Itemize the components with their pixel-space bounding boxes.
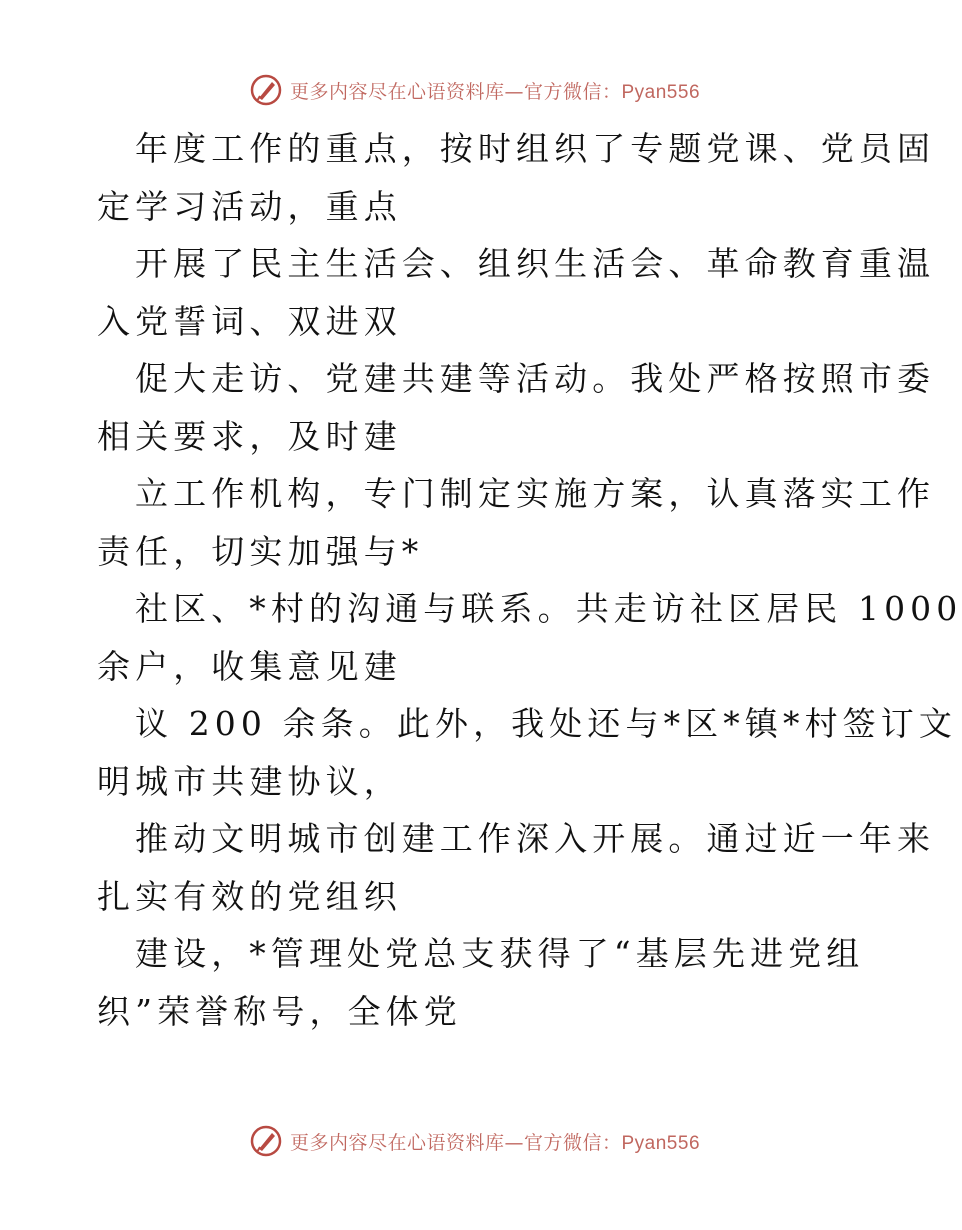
text-line: 入党誓词、双进双: [97, 301, 402, 341]
text-line: 相关要求，及时建: [97, 416, 402, 456]
document-body: [97, 120, 962, 1040]
text-line: 开展了民主生活会、组织生活会、革命教育重温: [135, 244, 936, 283]
quill-logo-icon: [250, 1125, 282, 1157]
paragraph: [97, 120, 936, 235]
text-line: 扎实有效的党组织: [97, 876, 402, 916]
text-line: 余户，收集意见建: [97, 646, 402, 686]
text-line: 建设，*管理处党总支获得了“基层先进党组: [135, 934, 865, 973]
paragraph: [97, 695, 957, 810]
wechat-id: Pyan556: [621, 1132, 701, 1154]
text-line: 责任，切实加强与*: [97, 531, 424, 571]
paragraph: [97, 925, 865, 1040]
wechat-id: Pyan556: [621, 81, 701, 103]
watermark-text: 更多内容尽在心语资料库—官方微信：Pyan556: [289, 80, 701, 103]
quill-logo-icon: [250, 74, 282, 106]
footer-watermark: [0, 1121, 950, 1161]
paragraph: [97, 580, 962, 695]
text-line: 促大走访、党建共建等活动。我处严格按照市委: [135, 359, 936, 398]
paragraph: [97, 465, 936, 580]
text-line: 社区、*村的沟通与联系。共走访社区居民 1000: [135, 589, 962, 628]
text-line: 明城市共建协议，: [97, 761, 402, 801]
paragraph: [97, 235, 936, 350]
header-watermark: [0, 70, 950, 110]
paragraph: [97, 810, 936, 925]
text-line: 立工作机构，专门制定实施方案，认真落实工作: [135, 474, 936, 513]
paragraph: [97, 350, 936, 465]
text-line: 推动文明城市创建工作深入开展。通过近一年来: [135, 819, 936, 858]
watermark-text: 更多内容尽在心语资料库—官方微信：Pyan556: [289, 1131, 701, 1154]
text-line: 定学习活动，重点: [97, 186, 402, 226]
text-line: 织”荣誉称号，全体党: [97, 991, 462, 1031]
text-line: 年度工作的重点，按时组织了专题党课、党员固: [135, 129, 936, 168]
text-line: 议 200 余条。此外，我处还与*区*镇*村签订文: [135, 704, 957, 743]
